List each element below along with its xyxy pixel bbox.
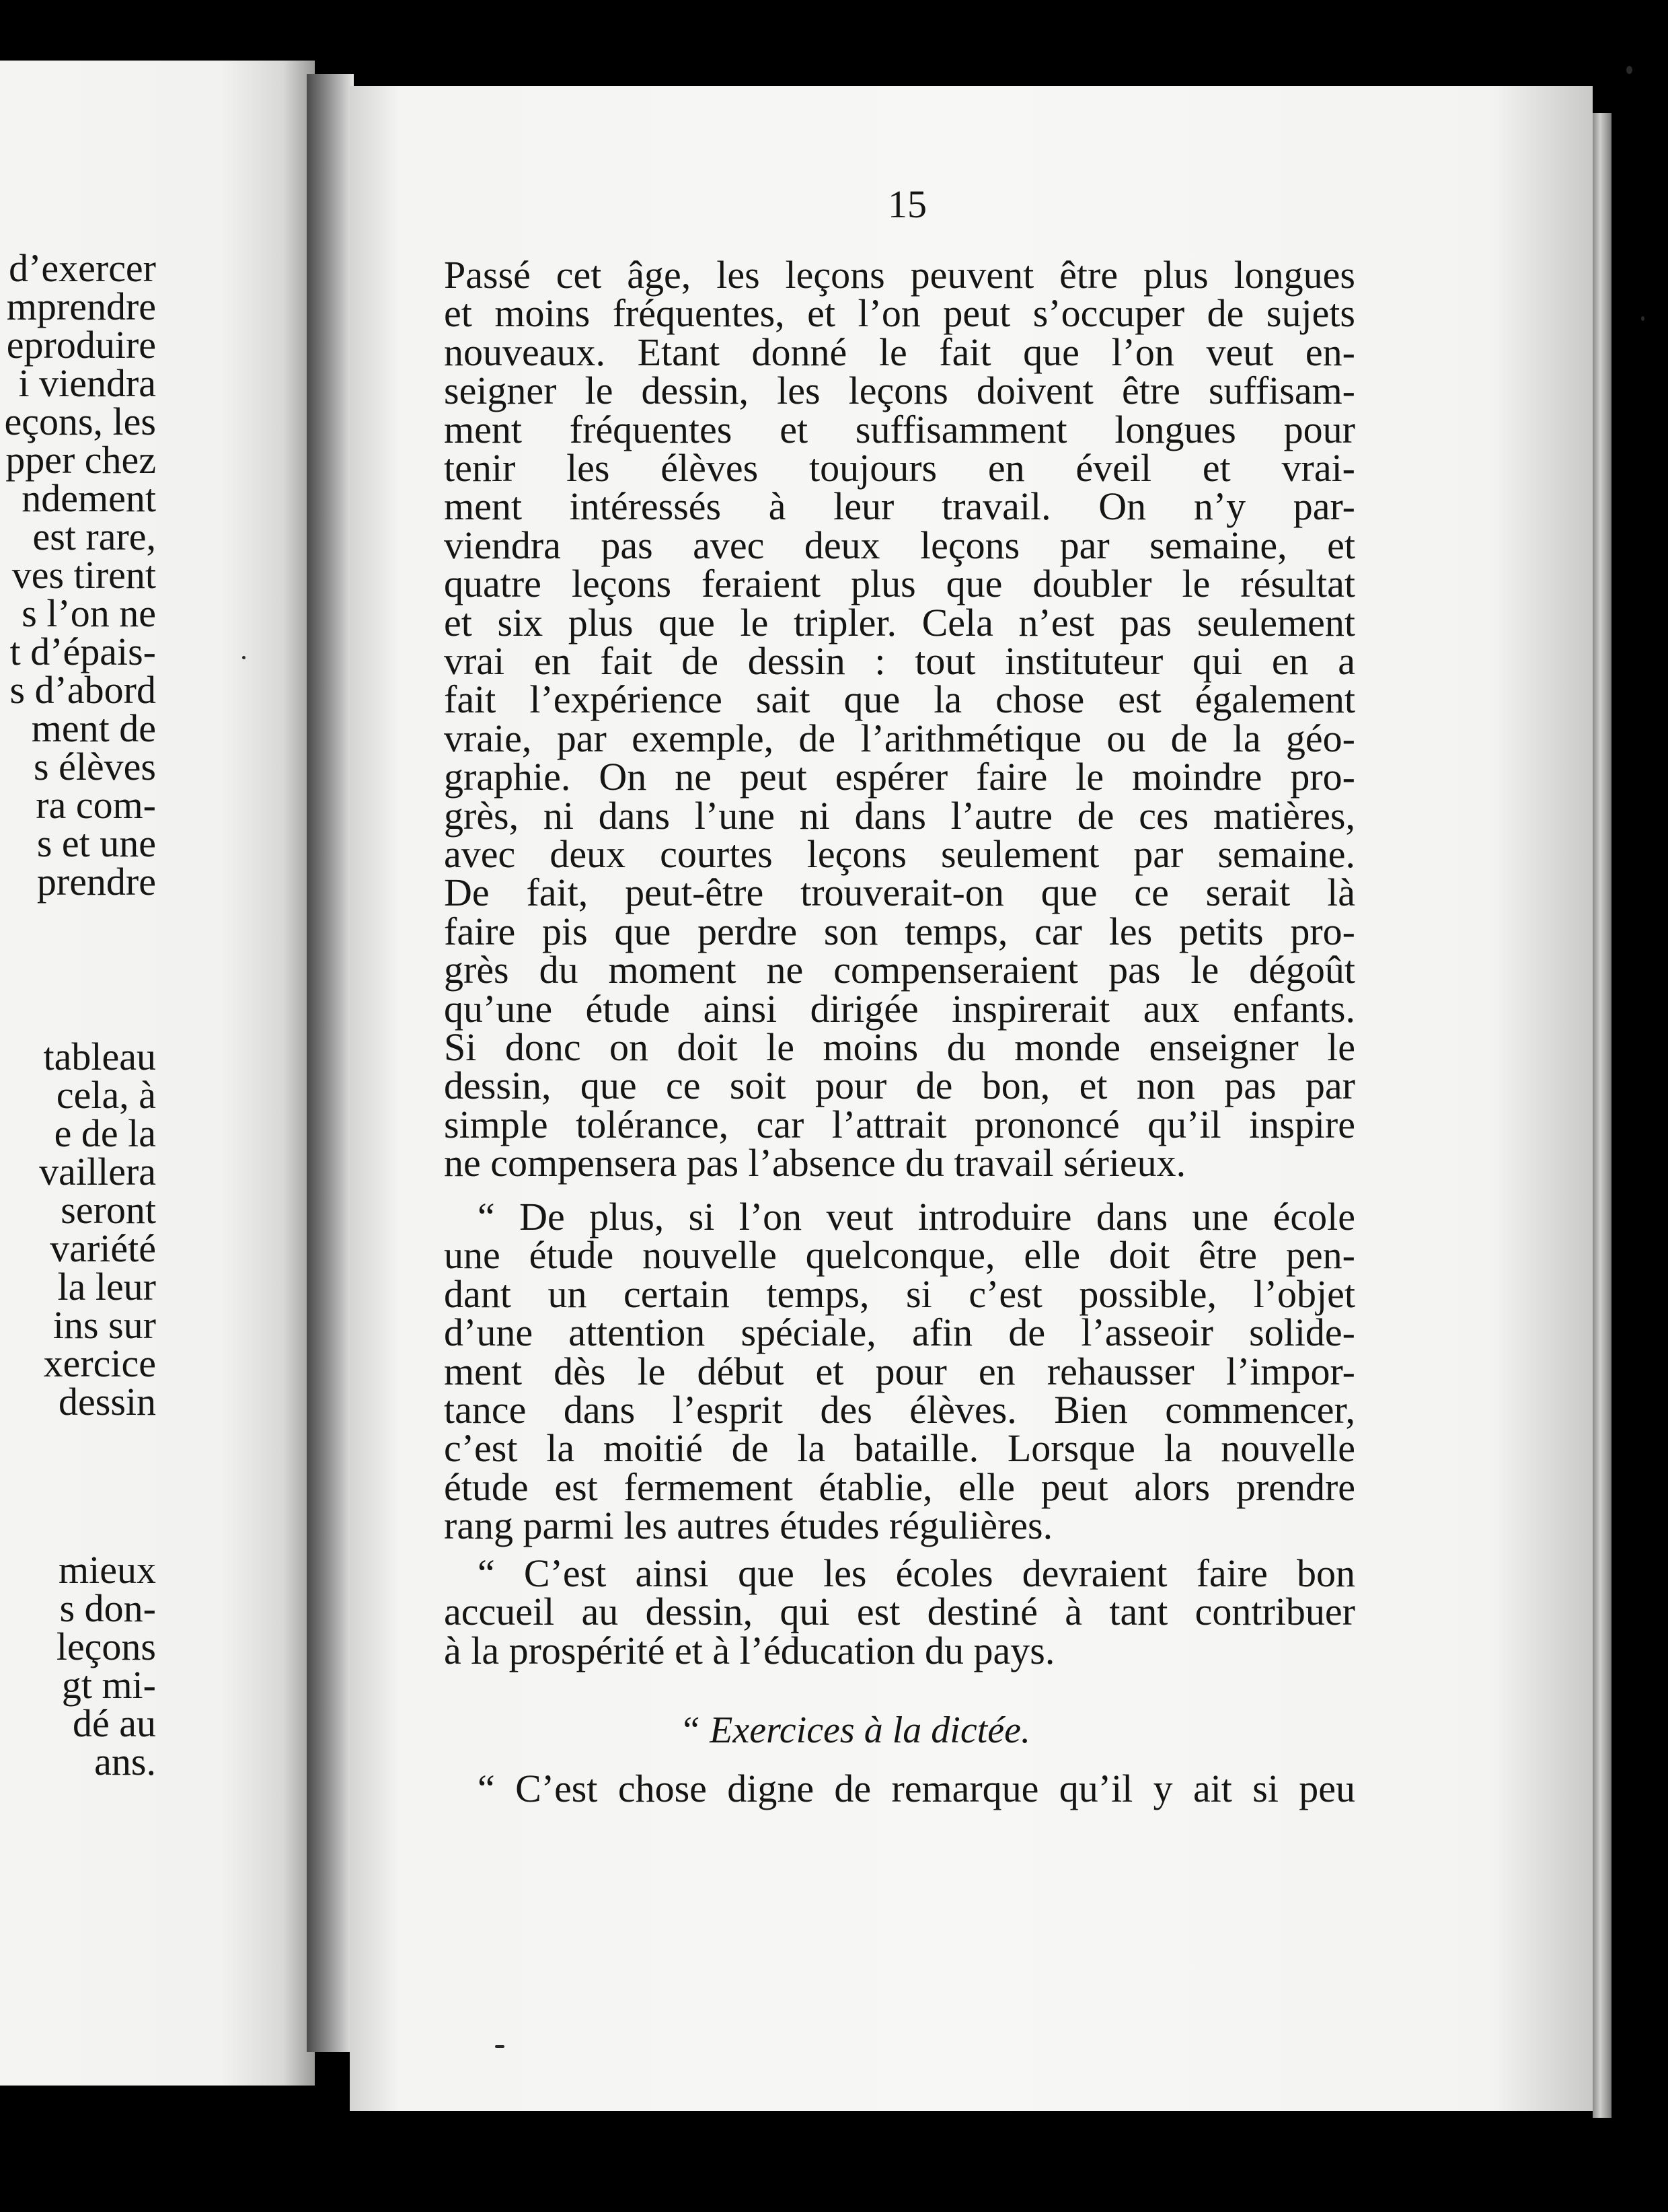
left-page-line: ves tirent xyxy=(11,553,156,597)
text-line: nouveaux. Etant donné le fait que l’on veut en- xyxy=(444,330,1355,374)
left-page-line: vaillera xyxy=(39,1150,156,1193)
text-line: accueil au dessin, qui est destiné à tant contribuer xyxy=(444,1590,1355,1633)
left-page-line: s d’abord xyxy=(9,668,156,712)
text-line: à la prospérité et à l’éducation du pays. xyxy=(444,1629,1055,1672)
left-page-line: ans. xyxy=(94,1740,156,1783)
text-line: ment fréquentes et suffisamment longues pour xyxy=(444,408,1355,451)
text-line: “ De plus, si l’on veut introduire dans une école xyxy=(478,1195,1355,1239)
text-line: ne compensera pas l’absence du travail sérieux. xyxy=(444,1141,1186,1185)
text-line: Passé cet âge, les leçons peuvent être plus longues xyxy=(444,253,1355,297)
left-page-line: ra com- xyxy=(36,783,156,827)
left-page-line: la leur xyxy=(57,1265,156,1308)
text-line: d’une attention spéciale, afin de l’asseoir solide- xyxy=(444,1311,1355,1354)
text-line: dant un certain temps, si c’est possible, l’objet xyxy=(444,1272,1355,1316)
text-line: Si donc on doit le moins du monde enseigner le xyxy=(444,1025,1355,1069)
text-line: rang parmi les autres études régulières. xyxy=(444,1504,1053,1547)
text-line: et six plus que le tripler. Cela n’est pas seulement xyxy=(444,601,1355,644)
left-page-line: mprendre xyxy=(6,285,156,328)
scan-speck xyxy=(495,2045,504,2048)
left-page-line: s don- xyxy=(59,1586,156,1630)
text-line: dessin, que ce soit pour de bon, et non pas par xyxy=(444,1064,1355,1107)
text-line: “ C’est chose digne de remarque qu’il y ait si peu xyxy=(478,1767,1355,1810)
text-line: faire pis que perdre son temps, car les petits pro- xyxy=(444,910,1355,953)
text-line: grès, ni dans l’une ni dans l’autre de ces matières, xyxy=(444,794,1355,838)
left-page-line: prendre xyxy=(36,860,156,904)
left-page-line: ins sur xyxy=(52,1303,156,1347)
left-page-line: seront xyxy=(61,1188,156,1232)
scan-speck xyxy=(1641,316,1644,321)
text-line: et moins fréquentes, et l’on peut s’occuper de sujets xyxy=(444,291,1355,335)
left-page-line: cela, à xyxy=(56,1073,156,1117)
scan-speck xyxy=(1626,66,1632,74)
text-line: une étude nouvelle quelconque, elle doit être pen- xyxy=(444,1233,1355,1277)
left-page-line: ment de xyxy=(31,706,156,750)
left-page-line: pper chez xyxy=(5,438,156,482)
left-page-line: est rare, xyxy=(32,515,156,558)
left-page-line: dé au xyxy=(73,1701,156,1745)
text-line: graphie. On ne peut espérer faire le moindre pro- xyxy=(444,755,1355,799)
text-line: ment dès le début et pour en rehausser l’impor- xyxy=(444,1350,1355,1393)
text-line: étude est fermement établie, elle peut alors prendre xyxy=(444,1465,1355,1509)
text-line: viendra pas avec deux leçons par semaine, et xyxy=(444,523,1355,567)
left-page-line: i viendra xyxy=(18,361,156,405)
left-page-line: dessin xyxy=(59,1380,156,1424)
section-heading: “ Exercices à la dictée. xyxy=(679,1709,1030,1751)
text-line: avec deux courtes leçons seulement par semaine. xyxy=(444,832,1355,876)
left-page-line: xercice xyxy=(43,1341,156,1385)
left-page-line: e de la xyxy=(54,1111,156,1155)
left-page-line: d’exercer xyxy=(9,246,156,290)
text-line: fait l’expérience sait que la chose est également xyxy=(444,677,1355,721)
left-page-line: s élèves xyxy=(34,745,156,788)
text-line: grès du moment ne compenseraient pas le dégoût xyxy=(444,948,1355,992)
text-line: “ C’est ainsi que les écoles devraient faire bon xyxy=(478,1551,1355,1595)
left-page-line: t d’épais- xyxy=(9,630,156,673)
left-page-line: mieux xyxy=(59,1548,156,1592)
book-gutter xyxy=(307,74,354,2052)
left-page-line: leçons xyxy=(56,1625,156,1668)
left-page-line: eproduire xyxy=(6,323,156,367)
page-number: 15 xyxy=(888,182,927,226)
text-line: tenir les élèves toujours en éveil et vrai- xyxy=(444,446,1355,490)
text-line: c’est la moitié de la bataille. Lorsque la nouvelle xyxy=(444,1426,1355,1470)
text-line: De fait, peut-être trouverait-on que ce serait là xyxy=(444,871,1355,914)
text-line: vraie, par exemple, de l’arithmétique ou de la géo- xyxy=(444,716,1355,760)
left-page-line: tableau xyxy=(43,1035,156,1078)
text-line: simple tolérance, car l’attrait prononcé qu’il inspire xyxy=(444,1103,1355,1146)
left-page-line: s et une xyxy=(36,821,156,865)
left-page-line: gt mi- xyxy=(61,1663,156,1707)
left-page-line: s l’on ne xyxy=(22,591,156,635)
text-line: ment intéressés à leur travail. On n’y par- xyxy=(444,484,1355,528)
left-page-line: ndement xyxy=(22,476,156,520)
text-line: vrai en fait de dessin : tout instituteur qui en a xyxy=(444,639,1355,683)
text-line: quatre leçons feraient plus que doubler le résultat xyxy=(444,562,1355,605)
left-page-line: eçons, les xyxy=(4,400,156,443)
left-page-line: variété xyxy=(50,1226,156,1270)
text-line: seigner le dessin, les leçons doivent être suffisam- xyxy=(444,369,1355,412)
text-line: tance dans l’esprit des élèves. Bien commencer, xyxy=(444,1388,1355,1432)
text-line: qu’une étude ainsi dirigée inspirerait aux enfants. xyxy=(444,987,1355,1031)
page-edge xyxy=(1593,113,1612,2118)
scan-speck xyxy=(242,656,245,659)
